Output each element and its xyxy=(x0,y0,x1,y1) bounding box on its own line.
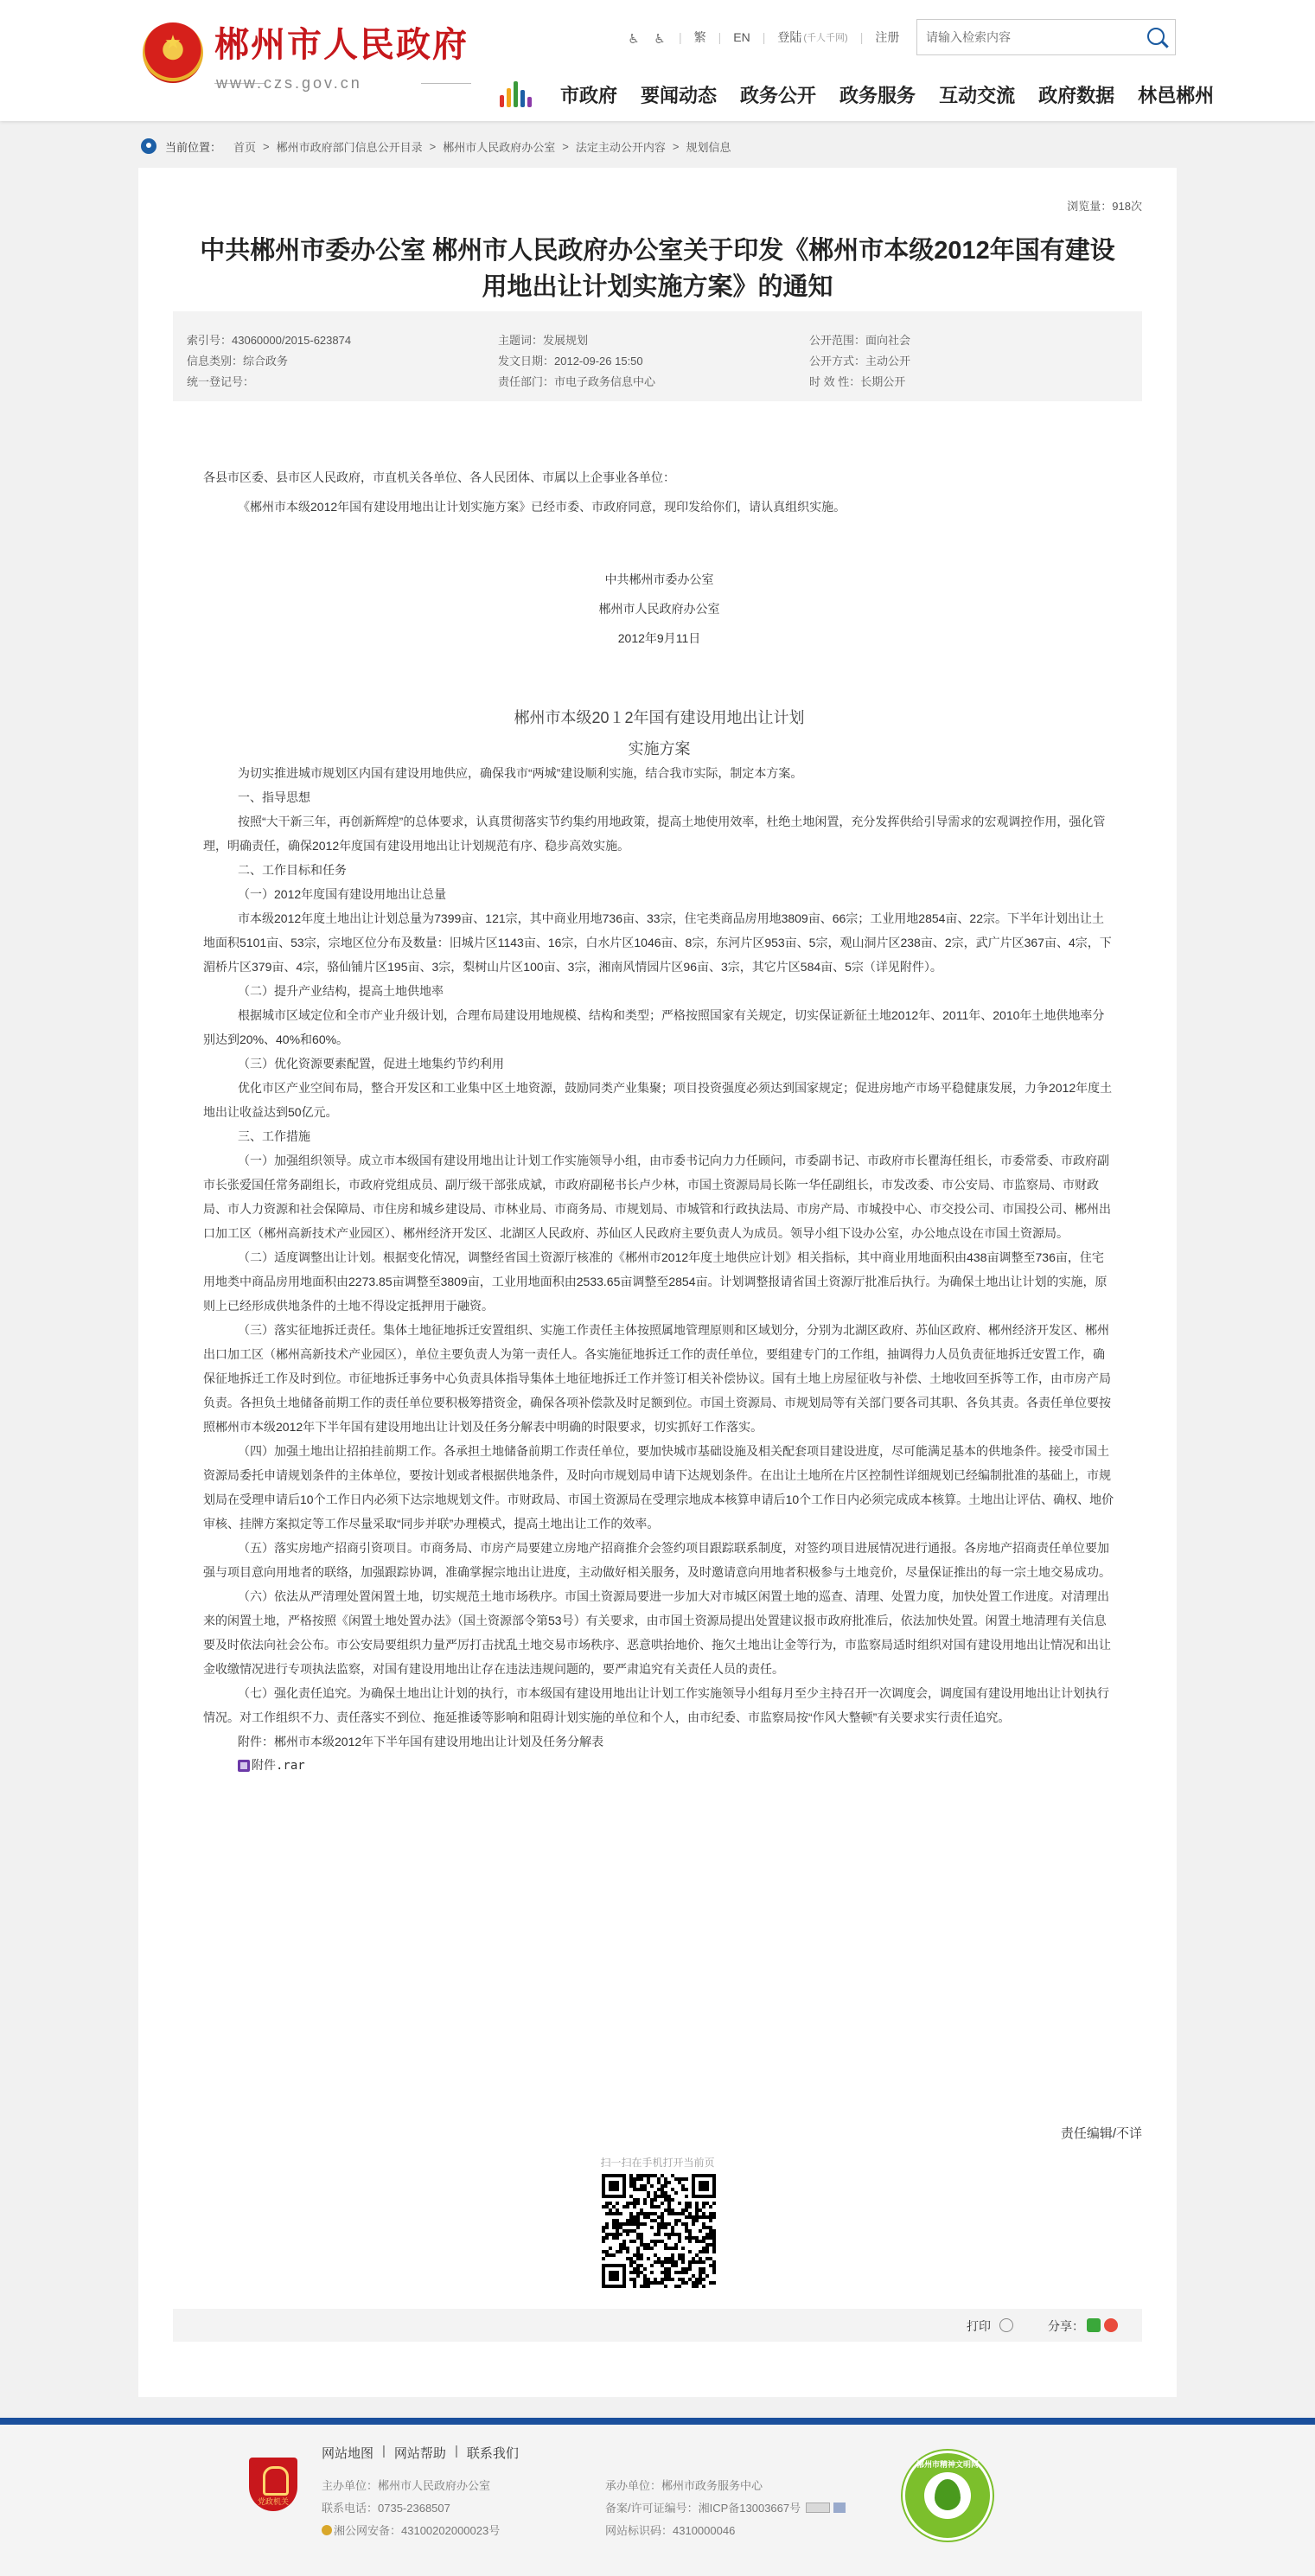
body-paragraph: （三）落实征地拆迁责任。集体土地征地拆迁安置组织、实施工作责任主体按照属地管理原则和区域划分，分别为北湖区政府、苏仙区政府、郴州经济开发区、郴州出口加工区（郴州高新技术产业园区），单位主要负责人为第一责任人。各实施征地拆迁工作的责任单位，要组建专门的工作组，抽调得力人员负责征地拆迁安置工作，确保征地拆迁工作及时到位。市征地拆迁事务中心负责具体指导集体土地征地拆迁工作并签订相关补偿协议。国有土地上房屋征收与补偿、土地收回至拆等工作，由市房产局负责。各担负土地储备前期工作的责任单位要积极筹措资金，确保各项补偿款及时足额到位。市国土资源局、市规划局等有关部门要各司其职、各负其责。各责任单位要按照郴州市本级2012年下半年国有建设用地出让计划及任务分解表中明确的时限要求，切实抓好工作落实。 xyxy=(203,1323,1111,1434)
breadcrumb-sep: > xyxy=(429,139,437,153)
body-paragraph: 优化市区产业空间布局，整合开发区和工业集中区土地资源，鼓励同类产业集聚；项目投资强度必须达到国家规定；促进房地产市场平稳健康发展，力争2012年度土地出让收益达到50亿元。 xyxy=(203,1081,1113,1119)
footer-site-code: 网站标识码：4310000046 xyxy=(605,2524,736,2537)
meta-topic: 主题词：发展规划 xyxy=(498,334,589,347)
body-paragraph: （七）强化责任追究。为确保土地出让计划的执行，市本级国有建设用地出让计划工作实施领导小组每月至少主持召开一次调度会，调度国有建设用地出让计划执行情况。对工作组织不力、责任落实不到位、拖延推诿等影响和阻碍计划实施的单位和个人，由市纪委、市监察局按“作风大整顿”有关要求实行责任追究。 xyxy=(203,1686,1109,1724)
nav-logo-icon xyxy=(496,76,539,111)
footer-link-contact[interactable]: 联系我们 xyxy=(466,2446,519,2461)
footer-host: 主办单位：郴州市人民政府办公室 xyxy=(322,2479,491,2492)
meta-box xyxy=(173,311,1142,401)
article-title xyxy=(173,233,1142,305)
search-box xyxy=(916,19,1176,55)
body-paragraph: （一）加强组织领导。成立市本级国有建设用地出让计划工作实施领导小组，由市委书记向力力任顾问，市委副书记、市政府市长瞿海任组长，市委常委、市政府副市长张爱国任常务副组长，市政府党组成员、副厅级干部张成斌，市政府副秘书长卢少林，市国土资源局局长陈一华任副组长，市发改委、市公安局、市监察局、市财政局、市人力资源和社会保障局、市住房和城乡建设局、市林业局、市商务局、市规划局、市城管和行政执法局、市房产局、市城投中心、市交投公司、市国投公司、郴州出口加工区（郴州高新技术产业园区）、郴州经济开发区、北湖区人民政府、苏仙区人民政府主要负责人为成员。领导小组下设办公室，办公地点设在市国土资源局。 xyxy=(203,1154,1111,1240)
site-footer xyxy=(0,2425,1315,2576)
meta-category: 信息类别：综合政务 xyxy=(187,355,289,368)
article-title-line2: 用地出让计划实施方案》的通知 xyxy=(482,273,833,301)
login-note: (千人千网) xyxy=(803,33,848,43)
subsection-heading: （一）2012年度国有建设用地出让总量 xyxy=(238,887,447,901)
article-card xyxy=(138,168,1177,2397)
breadcrumb-planning[interactable]: 规划信息 xyxy=(686,140,731,154)
leaf-icon xyxy=(935,2479,961,2510)
breadcrumb xyxy=(141,137,734,156)
main-nav xyxy=(560,83,1214,109)
toplinks-divider: | xyxy=(718,30,722,44)
meta-validity: 时 效 性：长期公开 xyxy=(809,375,906,388)
section-heading: 一、指导思想 xyxy=(238,790,310,804)
section-heading: 三、工作措施 xyxy=(238,1129,310,1143)
nav-item-news[interactable]: 要闻动态 xyxy=(641,85,718,106)
breadcrumb-sep: > xyxy=(562,139,569,153)
civilization-badge-icon[interactable] xyxy=(903,2451,993,2541)
doc-subtitle: 实施方案 xyxy=(628,740,691,757)
meta-date: 发文日期：2012-09-26 15:50 xyxy=(498,355,643,368)
footer-links xyxy=(322,2444,527,2462)
printer-icon[interactable] xyxy=(999,2318,1013,2332)
footer-icp-text: 备案/许可证编号：湘ICP备13003667号 xyxy=(605,2502,801,2515)
meta-code: 统一登记号： xyxy=(187,375,255,388)
article-body xyxy=(203,465,1115,1778)
weibo-share-icon[interactable] xyxy=(1104,2318,1118,2332)
share-label: 分享： xyxy=(1048,2319,1084,2333)
signature-line: 郴州市人民政府办公室 xyxy=(598,602,720,616)
footer-divider xyxy=(0,2418,1315,2425)
civil-badge-text: 郴州市精神文明网 xyxy=(916,2460,979,2469)
footer-link-help[interactable]: 网站帮助 xyxy=(393,2446,446,2461)
qr-caption: 扫一扫在手机打开当前页 xyxy=(600,2157,715,2169)
qr-code-icon xyxy=(602,2174,716,2288)
subsection-heading: （三）优化资源要素配置，促进土地集约节约利用 xyxy=(238,1057,504,1071)
breadcrumb-label: 当前位置： xyxy=(165,140,222,154)
toplinks-divider: | xyxy=(859,30,864,44)
search-icon-handle xyxy=(1161,41,1168,48)
footer-link-sitemap[interactable]: 网站地图 xyxy=(322,2446,374,2461)
article-title-line1: 中共郴州市委办公室 郴州市人民政府办公室关于印发《郴州市本级2012年国有建设 xyxy=(200,237,1115,265)
purpose-paragraph: 为切实推进城市规划区内国有建设用地供应，确保我市“两城”建设顺利实施，结合我市实际，制定本方案。 xyxy=(238,766,803,780)
signature-line: 中共郴州市委办公室 xyxy=(604,572,714,586)
search-input[interactable] xyxy=(926,27,1133,48)
body-paragraph: （六）依法从严清理处置闲置土地，切实规范土地市场秩序。市国土资源局要进一步加大对市城区闲置土地的巡查、清理、处置力度，加快处置工作进度。对清理出来的闲置土地，严格按照《闲置土地处置办法》（国土资源部令第53号）有关要求，由市国土资源局提出处置建议报市政府批准后，依法加快处置。闲置土地清理有关信息要及时依法向社会公布。市公安局要组织力量严厉打击扰乱土地交易市场秩序、恶意哄抬地价、拖欠土地出让金等行为，市监察局适时组织对国有建设用地出让情况和出让金收缴情况进行专项执法监察，对国有建设用地出让存在违法违规问题的，要严肃追究有关责任人员的责任。 xyxy=(203,1589,1111,1676)
breadcrumb-catalog[interactable]: 郴州市政府部门信息公开目录 xyxy=(276,140,423,154)
intro-paragraph: 《郴州市本级2012年国有建设用地出让计划实施方案》已经市委、市政府同意，现印发给你们，请认真组织实施。 xyxy=(238,500,846,514)
breadcrumb-sep: > xyxy=(672,139,680,153)
breadcrumb-statutory[interactable]: 法定主动公开内容 xyxy=(575,140,666,154)
cnnic-badge-icon xyxy=(806,2502,830,2513)
breadcrumb-home[interactable]: 首页 xyxy=(233,140,257,154)
attachment-link[interactable] xyxy=(203,1754,1115,1778)
share-bar xyxy=(173,2309,1142,2342)
meta-index-no: 索引号：43060000/2015-623874 xyxy=(187,334,352,347)
toplinks-divider: | xyxy=(762,30,766,44)
attachment-filename[interactable]: 附件.rar xyxy=(252,1759,305,1773)
view-count: 浏览量：918次 xyxy=(1067,200,1142,213)
nav-item-services[interactable]: 政务服务 xyxy=(839,85,916,106)
section-heading: 二、工作目标和任务 xyxy=(238,863,347,877)
location-pin-icon xyxy=(141,138,156,154)
breadcrumb-sep: > xyxy=(263,139,270,153)
trust-badge-icon xyxy=(833,2502,846,2513)
site-domain: www.czs.gov.cn xyxy=(216,74,362,92)
register-link[interactable]: 注册 xyxy=(875,30,900,44)
traditional-chinese-link[interactable]: 繁 xyxy=(693,30,706,44)
signature-date: 2012年9月11日 xyxy=(617,631,701,645)
attachment-label: 附件：郴州市本级2012年下半年国有建设用地出让计划及任务分解表 xyxy=(238,1735,604,1748)
body-paragraph: （二）适度调整出让计划。根据变化情况，调整经省国土资源厅核准的《郴州市2012年度土地供应计划》相关指标，其中商业用地面积由438亩调整至736亩，住宅用地类中商品房用地面积由2273.85亩调整至3809亩，工业用地面积由2533.65亩调整至2854亩。计划调整报请省国土资源厅批准后执行。为确保土地出让计划的实施，原则上已经形成供地条件的土地不得设定抵押用于融资。 xyxy=(203,1250,1108,1313)
nav-item-interaction[interactable]: 互动交流 xyxy=(939,85,1016,106)
doc-title: 郴州市本级20１2年国有建设用地出让计划 xyxy=(514,709,805,726)
screen-reader-icon[interactable]: ♿ xyxy=(628,32,640,47)
print-button[interactable]: 打印 xyxy=(967,2319,991,2333)
meta-method: 公开方式：主动公开 xyxy=(809,355,911,368)
nav-item-linyi[interactable]: 林邑郴州 xyxy=(1138,85,1215,106)
wechat-share-icon[interactable] xyxy=(1087,2318,1101,2332)
meta-scope: 公开范围：面向社会 xyxy=(809,334,911,347)
site-name[interactable]: 郴州市人民政府 xyxy=(214,26,469,64)
body-paragraph: 按照“大干新三年，再创新辉煌”的总体要求，认真贯彻落实节约集约用地政策，提高土地使用效率，杜绝土地闲置，充分发挥供给引导需求的宏观调控作用，强化管理，明确责任，确保2012年度国有建设用地出让计划规范有序、稳步高效实施。 xyxy=(203,815,1106,853)
domain-divider-right xyxy=(421,83,471,84)
nav-item-government[interactable]: 市政府 xyxy=(560,85,618,106)
breadcrumb-office[interactable]: 郴州市人民政府办公室 xyxy=(443,140,556,154)
nav-item-public-affairs[interactable]: 政务公开 xyxy=(740,85,817,106)
archive-file-icon xyxy=(238,1760,250,1772)
salutation: 各县市区委、县市区人民政府，市直机关各单位、各人民团体、市属以上企事业各单位： xyxy=(203,470,675,484)
site-header xyxy=(0,0,1315,121)
body-paragraph: （五）落实房地产招商引资项目。市商务局、市房产局要建立房地产招商推介会签约项目跟踪联系制度，对签约项目进展情况进行通报。各房地产招商责任单位要加强与项目意向用地者的联络，加强跟踪协调，准确掌握宗地出让进度，主动做好相关服务，及时邀请意向用地者积极参与土地竞价，尽量保证推出的每一宗土地交易成功。 xyxy=(203,1541,1111,1579)
footer-undertaker: 承办单位：郴州市政务服务中心 xyxy=(605,2479,763,2492)
meta-dept: 责任部门：市电子政务信息中心 xyxy=(498,375,656,388)
body-paragraph: 市本级2012年度土地出让计划总量为7399亩、121宗，其中商业用地736亩、33宗，住宅类商品房用地3809亩、66宗；工业用地2854亩、22宗。下半年计划出让土地面积5101亩、53宗，宗地区位分布及数量：旧城片区1143亩、16宗，白水片区1046亩、8宗，东河片区953亩、5宗，观山洞片区238亩、2宗，武广片区367亩、4宗，下湄桥片区379亩、4宗，骆仙铺片区195亩、3宗，梨树山片区100亩、3宗，湘南风情园片区96亩、3宗，其它片区584亩、5宗（详见附件）。 xyxy=(203,911,1112,974)
footer-link-sep: | xyxy=(454,2444,458,2458)
body-paragraph: 根据城市区域定位和全市产业升级计划，合理布局建设用地规模、结构和类型；严格按照国家有关规定，切实保证新征土地2012年、2011年、2010年土地供地率分别达到20%、40%和60%。 xyxy=(203,1008,1105,1046)
subsection-heading: （二）提升产业结构，提高土地供地率 xyxy=(238,984,444,998)
footer-police-text: 湘公网安备：43100202000023号 xyxy=(334,2524,501,2537)
gov-badge-text: 党政机关 xyxy=(257,2497,289,2506)
toplinks-divider: | xyxy=(679,30,682,44)
body-paragraph: （四）加强土地出让招拍挂前期工作。各承担土地储备前期工作责任单位，要加快城市基础设施及相关配套项目建设进度，尽可能满足基本的供地条件。接受市国土资源局委托申请规划条件的主体单位，要按计划或者根据供地条件，及时向市规划局申请下达规划条件。在出让土地所在片区控制性详细规划已经编制批准的基础上，市规划局在受理申请后10个工作日内必须下达宗地规划文件。市财政局、市国土资源局在受理宗地成本核算申请后10个工作日内必须完成成本核算。土地出让评估、确权、地价审核、挂牌方案拟定等工作尽量采取“同步并联”办理模式，提高土地出让工作的效率。 xyxy=(203,1444,1114,1531)
footer-link-sep: | xyxy=(382,2444,386,2458)
responsible-editor: 责任编辑/不详 xyxy=(1060,2126,1142,2141)
police-badge-icon xyxy=(322,2525,332,2535)
nav-item-data[interactable]: 政府数据 xyxy=(1038,85,1115,106)
login-link[interactable]: 登陆 xyxy=(777,30,802,44)
party-government-badge-icon[interactable] xyxy=(249,2458,297,2511)
english-link[interactable]: EN xyxy=(733,30,750,44)
footer-icp[interactable] xyxy=(605,2501,846,2516)
footer-phone: 联系电话：0735-2368507 xyxy=(322,2502,450,2515)
top-links xyxy=(627,28,911,47)
footer-police[interactable] xyxy=(322,2523,500,2539)
accessibility-icon[interactable]: ♿ xyxy=(654,32,666,47)
national-emblem-icon: ★ xyxy=(143,22,203,83)
search-button[interactable] xyxy=(1144,25,1170,51)
